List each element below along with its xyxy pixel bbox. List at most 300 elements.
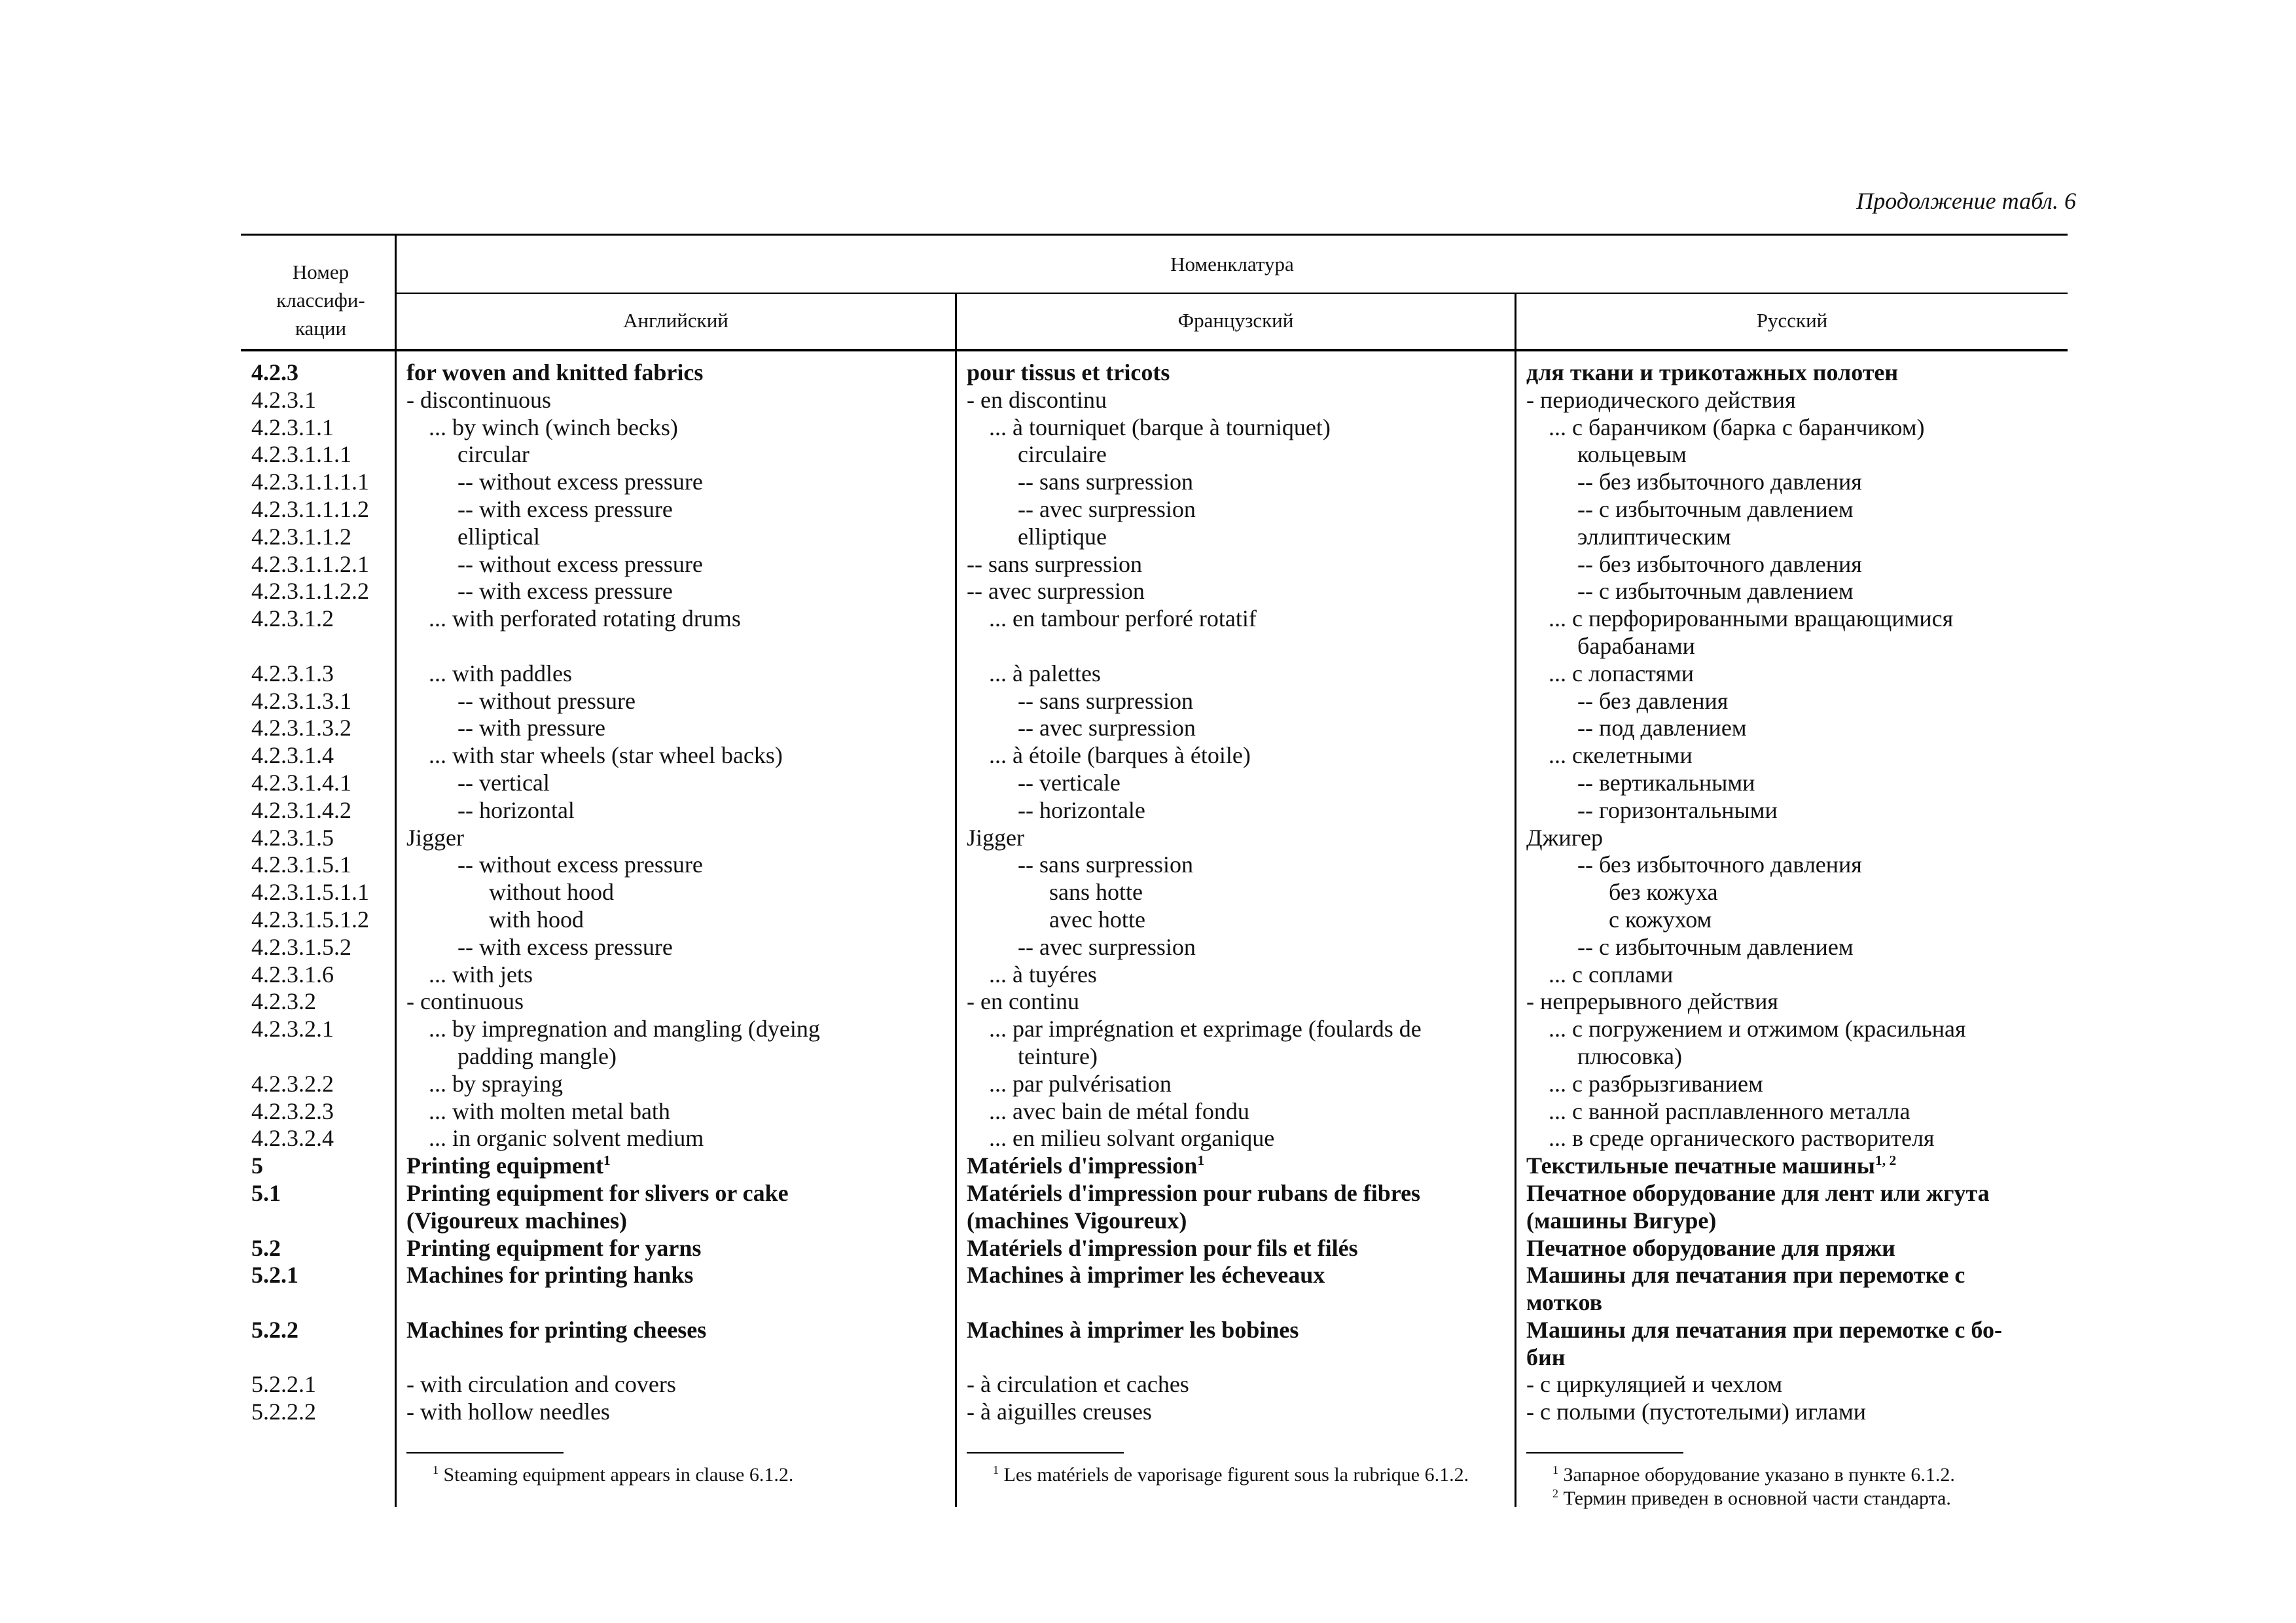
- cell-text: -- without excess pressure: [457, 851, 703, 878]
- cell-text: ... à palettes: [989, 660, 1101, 687]
- classification-number: [251, 414, 392, 442]
- term-fr: [967, 414, 1510, 442]
- cell-text: ... с соплами: [1549, 961, 1674, 988]
- term-en: [406, 1207, 950, 1235]
- cell-text: -- с избыточным давлением: [1577, 933, 1854, 960]
- term-fr: [967, 906, 1510, 934]
- cell-text: Matériels d'impression: [967, 1152, 1198, 1179]
- classification-number: [251, 1399, 392, 1426]
- footnote-mark: 1: [993, 1463, 999, 1476]
- header-english: Английский: [623, 309, 728, 332]
- cell-text: Машины для печатания при перемотке с: [1526, 1262, 1965, 1289]
- term-fr: [967, 387, 1510, 414]
- cell-text: -- horizontale: [1018, 796, 1145, 823]
- classification-number: [251, 1152, 392, 1180]
- footnote-text: Les matériels de vaporisage figurent sous la rubrique 6.1.2.: [1003, 1464, 1469, 1486]
- term-fr: [967, 469, 1510, 496]
- term-ru: [1526, 414, 2063, 442]
- cell-text: ... by spraying: [429, 1070, 563, 1097]
- term-fr: [967, 359, 1510, 387]
- term-fr: [967, 578, 1510, 605]
- cell-text: ... by impregnation and mangling (dyeing: [429, 1016, 820, 1043]
- cell-text: ... by winch (winch becks): [429, 414, 678, 440]
- classification-number: [251, 1289, 392, 1317]
- term-ru: [1526, 1125, 2063, 1152]
- classification-number: [251, 851, 392, 879]
- cell-text: с кожухом: [1609, 906, 1712, 933]
- footnote-mark: 1: [1552, 1463, 1558, 1476]
- cell-text: 4.2.3.1.1.2: [251, 523, 351, 550]
- classification-number: [251, 1098, 392, 1126]
- term-fr: [967, 1317, 1510, 1344]
- cell-text: 4.2.3.1.5.1.2: [251, 906, 369, 933]
- term-ru: [1526, 605, 2063, 633]
- cell-text: - discontinuous: [406, 386, 551, 413]
- term-ru: [1526, 742, 2063, 770]
- term-en: [406, 414, 950, 442]
- cell-text: 4.2.3.1: [251, 386, 316, 413]
- footnote-fr-1: [967, 1463, 1507, 1487]
- term-ru: [1526, 1344, 2063, 1372]
- cell-text: 4.2.3.2.2: [251, 1070, 334, 1097]
- footnote-text: Запарное оборудование указано в пункте 6.1.2.: [1563, 1464, 1955, 1486]
- cell-text: -- avec surpression: [1018, 495, 1196, 522]
- term-fr: [967, 988, 1510, 1016]
- classification-number: [251, 1235, 392, 1262]
- cell-text: - à circulation et caches: [967, 1371, 1189, 1398]
- cell-text: 4.2.3.1.2: [251, 605, 334, 632]
- cell-text: -- with pressure: [457, 715, 605, 741]
- cell-text: 4.2.3.1.1: [251, 414, 334, 440]
- term-fr: [967, 742, 1510, 770]
- term-en: [406, 1344, 950, 1372]
- cell-text: ... с разбрызгиванием: [1549, 1070, 1763, 1097]
- footnote-russian: [1526, 1463, 2066, 1510]
- column-french: [967, 359, 1510, 1426]
- cell-text: 4.2.3.1.1.1.1: [251, 469, 369, 495]
- footnote-ref: 1, 2: [1874, 1152, 1897, 1169]
- cell-text: -- without excess pressure: [457, 469, 703, 495]
- term-en: [406, 1262, 950, 1289]
- cell-text: -- без избыточного давления: [1577, 851, 1862, 878]
- classification-number: [251, 633, 392, 660]
- cell-text: teinture): [1018, 1043, 1098, 1069]
- cell-text: - continuous: [406, 988, 524, 1015]
- classification-number: [251, 387, 392, 414]
- cell-text: 4.2.3.1.3.2: [251, 715, 351, 741]
- term-en: [406, 1317, 950, 1344]
- cell-text: Текстильные печатные машины: [1526, 1152, 1875, 1179]
- term-fr: [967, 688, 1510, 715]
- cell-text: плюсовка): [1577, 1043, 1683, 1069]
- cell-text: - en continu: [967, 988, 1079, 1015]
- term-en: [406, 605, 950, 633]
- cell-text: ... par imprégnation et exprimage (foulards de: [989, 1016, 1422, 1043]
- cell-text: Jigger: [406, 824, 464, 851]
- cell-text: без кожуха: [1609, 879, 1718, 906]
- term-en: [406, 496, 950, 524]
- classification-number: [251, 660, 392, 688]
- classification-number: [251, 879, 392, 906]
- classification-number: [251, 469, 392, 496]
- footnote-text: Steaming equipment appears in clause 6.1.2.: [443, 1464, 794, 1486]
- cell-text: -- avec surpression: [967, 578, 1145, 605]
- cell-text: -- horizontal: [457, 796, 575, 823]
- footnote-rule-fr: [967, 1452, 1124, 1454]
- cell-text: Machines à imprimer les écheveaux: [967, 1262, 1325, 1289]
- term-ru: [1526, 1399, 2063, 1426]
- cell-text: with hood: [489, 906, 584, 933]
- classification-number: [251, 605, 392, 633]
- cell-text: -- verticale: [1018, 769, 1121, 796]
- term-en: [406, 906, 950, 934]
- cell-text: - непрерывного действия: [1526, 988, 1778, 1015]
- term-fr: [967, 934, 1510, 961]
- term-ru: [1526, 1289, 2063, 1317]
- cell-text: 5: [251, 1152, 263, 1179]
- term-fr: [967, 1207, 1510, 1235]
- term-fr: [967, 825, 1510, 852]
- cell-text: ... с лопастями: [1549, 660, 1695, 687]
- header-mid-rule: [396, 293, 2068, 294]
- term-ru: [1526, 359, 2063, 387]
- cell-text: Печатное оборудование для пряжи: [1526, 1234, 1895, 1261]
- term-ru: [1526, 551, 2063, 579]
- term-en: [406, 715, 950, 742]
- cell-text: ... в среде органического растворителя: [1549, 1125, 1935, 1152]
- classification-number: [251, 1344, 392, 1372]
- cell-text: ... с погружением и отжимом (красильная: [1549, 1016, 1966, 1043]
- cell-text: Машины для печатания при перемотке с бо-: [1526, 1316, 2002, 1343]
- term-fr: [967, 879, 1510, 906]
- column-number: [251, 359, 392, 1426]
- footnote-english: [406, 1463, 946, 1487]
- cell-text: 4.2.3.2.4: [251, 1125, 334, 1152]
- term-ru: [1526, 797, 2063, 825]
- term-ru: [1526, 469, 2063, 496]
- term-ru: [1526, 906, 2063, 934]
- classification-number: [251, 1180, 392, 1207]
- term-fr: [967, 1043, 1510, 1071]
- cell-text: Печатное оборудование для лент или жгута: [1526, 1179, 1990, 1206]
- term-ru: [1526, 496, 2063, 524]
- cell-text: ... с ванной расплавленного металла: [1549, 1097, 1910, 1124]
- cell-text: 4.2.3: [251, 359, 298, 385]
- term-fr: [967, 1098, 1510, 1126]
- term-fr: [967, 1344, 1510, 1372]
- cell-text: for woven and knitted fabrics: [406, 359, 704, 385]
- term-fr: [967, 551, 1510, 579]
- classification-number: [251, 441, 392, 469]
- cell-text: Machines for printing cheeses: [406, 1316, 707, 1343]
- term-en: [406, 934, 950, 961]
- cell-text: 4.2.3.1.6: [251, 961, 334, 988]
- term-en: [406, 879, 950, 906]
- term-ru: [1526, 825, 2063, 852]
- cell-text: Matériels d'impression pour fils et filés: [967, 1234, 1358, 1261]
- term-en: [406, 1016, 950, 1043]
- cell-text: Printing equipment: [406, 1152, 604, 1179]
- cell-text: мотков: [1526, 1289, 1603, 1316]
- cell-text: ... скелетными: [1549, 742, 1693, 769]
- cell-text: -- vertical: [457, 769, 550, 796]
- classification-number: [251, 578, 392, 605]
- classification-number: [251, 1207, 392, 1235]
- cell-text: кольцевым: [1577, 441, 1687, 468]
- term-fr: [967, 797, 1510, 825]
- term-ru: [1526, 660, 2063, 688]
- classification-number: [251, 1262, 392, 1289]
- footnote-mark: 1: [433, 1463, 439, 1476]
- term-fr: [967, 1152, 1510, 1180]
- cell-text: Machines à imprimer les bobines: [967, 1316, 1299, 1343]
- classification-number: [251, 961, 392, 989]
- cell-text: 5.1: [251, 1179, 281, 1206]
- cell-text: -- sans surpression: [1018, 687, 1193, 714]
- footnote-ru-2: [1526, 1487, 2066, 1510]
- term-ru: [1526, 851, 2063, 879]
- term-fr: [967, 1016, 1510, 1043]
- cell-text: 4.2.3.1.4.2: [251, 796, 351, 823]
- footnote-ref: 1: [1197, 1152, 1205, 1169]
- continuation-label: Продолжение табл. 6: [1856, 188, 2076, 214]
- footnote-en-1: [406, 1463, 946, 1487]
- term-ru: [1526, 1180, 2063, 1207]
- cell-text: - with circulation and covers: [406, 1371, 676, 1398]
- cell-text: -- вертикальными: [1577, 769, 1755, 796]
- term-en: [406, 770, 950, 797]
- cell-text: -- под давлением: [1577, 715, 1747, 741]
- cell-text: ... with paddles: [429, 660, 572, 687]
- classification-number: [251, 524, 392, 551]
- header-french: Французский: [1177, 309, 1294, 332]
- classification-number: [251, 1371, 392, 1399]
- table-body: [0, 359, 2296, 1446]
- classification-number: [251, 934, 392, 961]
- term-en: [406, 797, 950, 825]
- term-en: [406, 633, 950, 660]
- term-fr: [967, 1235, 1510, 1262]
- cell-text: -- sans surpression: [1018, 851, 1193, 878]
- cell-text: - à aiguilles creuses: [967, 1399, 1152, 1425]
- classification-number: [251, 1317, 392, 1344]
- classification-number: [251, 1016, 392, 1043]
- cell-text: ... à tourniquet (barque à tourniquet): [989, 414, 1331, 440]
- cell-text: padding mangle): [457, 1043, 617, 1069]
- term-fr: [967, 633, 1510, 660]
- term-ru: [1526, 1152, 2063, 1180]
- cell-text: 4.2.3.1.4.1: [251, 769, 351, 796]
- cell-text: ... en milieu solvant organique: [989, 1125, 1275, 1152]
- classification-number: [251, 770, 392, 797]
- term-en: [406, 825, 950, 852]
- classification-number: [251, 496, 392, 524]
- cell-text: -- with excess pressure: [457, 933, 673, 960]
- header-number: Номер классифи- кации: [276, 260, 365, 340]
- term-ru: [1526, 1043, 2063, 1071]
- term-en: [406, 742, 950, 770]
- cell-text: 4.2.3.1.5.1: [251, 851, 351, 878]
- term-ru: [1526, 1317, 2063, 1344]
- cell-text: ... with jets: [429, 961, 533, 988]
- cell-text: circular: [457, 441, 529, 468]
- cell-text: 4.2.3.1.1.2.2: [251, 578, 369, 605]
- header-bottom-rule: [241, 349, 2068, 351]
- term-en: [406, 551, 950, 579]
- term-ru: [1526, 441, 2063, 469]
- term-ru: [1526, 524, 2063, 551]
- term-fr: [967, 496, 1510, 524]
- term-en: [406, 1043, 950, 1071]
- cell-text: ... à étoile (barques à étoile): [989, 742, 1251, 769]
- cell-text: elliptique: [1018, 523, 1107, 550]
- cell-text: Matériels d'impression pour rubans de fibres: [967, 1179, 1421, 1206]
- cell-text: Machines for printing hanks: [406, 1262, 694, 1289]
- term-fr: [967, 441, 1510, 469]
- term-ru: [1526, 1371, 2063, 1399]
- cell-text: 4.2.3.1.1.1: [251, 441, 351, 468]
- term-en: [406, 660, 950, 688]
- cell-text: (Vigoureux machines): [406, 1207, 627, 1234]
- cell-text: avec hotte: [1049, 906, 1145, 933]
- cell-text: -- горизонтальными: [1577, 796, 1778, 823]
- cell-text: ... par pulvérisation: [989, 1070, 1172, 1097]
- header-russian: Русский: [1756, 309, 1828, 332]
- term-ru: [1526, 770, 2063, 797]
- cell-text: Джигер: [1526, 824, 1603, 851]
- term-fr: [967, 1180, 1510, 1207]
- cell-text: -- avec surpression: [1018, 715, 1196, 741]
- cell-text: ... with molten metal bath: [429, 1097, 670, 1124]
- classification-number: [251, 797, 392, 825]
- cell-text: барабанами: [1577, 632, 1695, 659]
- cell-text: - периодического действия: [1526, 386, 1796, 413]
- term-fr: [967, 524, 1510, 551]
- cell-text: -- with excess pressure: [457, 578, 673, 605]
- cell-text: -- sans surpression: [1018, 469, 1193, 495]
- term-en: [406, 1071, 950, 1098]
- term-fr: [967, 660, 1510, 688]
- cell-text: ... с баранчиком (барка с баранчиком): [1549, 414, 1925, 440]
- classification-number: [251, 688, 392, 715]
- cell-text: ... with perforated rotating drums: [429, 605, 741, 632]
- term-en: [406, 524, 950, 551]
- classification-number: [251, 359, 392, 387]
- table-top-rule: [241, 234, 2068, 236]
- cell-text: 4.2.3.1.5.2: [251, 933, 351, 960]
- term-ru: [1526, 1016, 2063, 1043]
- term-en: [406, 578, 950, 605]
- cell-text: 4.2.3.2: [251, 988, 316, 1015]
- cell-text: 5.2.2: [251, 1316, 298, 1343]
- term-fr: [967, 1289, 1510, 1317]
- classification-number: [251, 715, 392, 742]
- cell-text: ... à tuyéres: [989, 961, 1097, 988]
- footnote-french: [967, 1463, 1507, 1487]
- cell-text: pour tissus et tricots: [967, 359, 1170, 385]
- cell-text: Printing equipment for slivers or cake: [406, 1179, 789, 1206]
- term-ru: [1526, 1071, 2063, 1098]
- term-en: [406, 441, 950, 469]
- term-en: [406, 1289, 950, 1317]
- cell-text: 5.2: [251, 1234, 281, 1261]
- cell-text: - с циркуляцией и чехлом: [1526, 1371, 1783, 1398]
- cell-text: ... с перфорированными вращающимися: [1549, 605, 1954, 632]
- cell-text: -- с избыточным давлением: [1577, 495, 1854, 522]
- term-en: [406, 387, 950, 414]
- term-fr: [967, 605, 1510, 633]
- term-ru: [1526, 1207, 2063, 1235]
- term-en: [406, 469, 950, 496]
- cell-text: 4.2.3.2.1: [251, 1016, 334, 1043]
- classification-number: [251, 988, 392, 1016]
- classification-number: [251, 1125, 392, 1152]
- term-fr: [967, 961, 1510, 989]
- cell-text: - en discontinu: [967, 386, 1107, 413]
- cell-text: (машины Вигуре): [1526, 1207, 1717, 1234]
- cell-text: для ткани и трикотажных полотен: [1526, 359, 1899, 385]
- cell-text: elliptical: [457, 523, 540, 550]
- classification-number: [251, 906, 392, 934]
- cell-text: 5.2.2.1: [251, 1371, 316, 1398]
- cell-text: -- без давления: [1577, 687, 1729, 714]
- term-en: [406, 1125, 950, 1152]
- term-fr: [967, 1071, 1510, 1098]
- cell-text: - с полыми (пустотелыми) иглами: [1526, 1399, 1867, 1425]
- term-fr: [967, 1399, 1510, 1426]
- cell-text: Printing equipment for yarns: [406, 1234, 702, 1261]
- cell-text: -- avec surpression: [1018, 933, 1196, 960]
- cell-text: 4.2.3.1.4: [251, 742, 334, 769]
- classification-number: [251, 742, 392, 770]
- term-ru: [1526, 1235, 2063, 1262]
- term-ru: [1526, 387, 2063, 414]
- column-russian: [1526, 359, 2063, 1426]
- term-en: [406, 1399, 950, 1426]
- cell-text: -- without excess pressure: [457, 550, 703, 577]
- classification-number: [251, 1043, 392, 1071]
- term-ru: [1526, 715, 2063, 742]
- term-en: [406, 688, 950, 715]
- cell-text: -- без избыточного давления: [1577, 550, 1862, 577]
- footnote-text: Термин приведен в основной части стандарта.: [1563, 1488, 1951, 1509]
- term-fr: [967, 715, 1510, 742]
- classification-number: [251, 825, 392, 852]
- term-en: [406, 851, 950, 879]
- cell-text: 4.2.3.1.5.1.1: [251, 879, 369, 906]
- term-fr: [967, 1371, 1510, 1399]
- cell-text: -- sans surpression: [967, 550, 1142, 577]
- cell-text: circulaire: [1018, 441, 1107, 468]
- term-ru: [1526, 934, 2063, 961]
- term-fr: [967, 851, 1510, 879]
- footnote-ref: 1: [603, 1152, 611, 1169]
- cell-text: 4.2.3.1.1.2.1: [251, 550, 369, 577]
- term-en: [406, 1371, 950, 1399]
- term-fr: [967, 770, 1510, 797]
- term-en: [406, 1152, 950, 1180]
- cell-text: ... with star wheels (star wheel backs): [429, 742, 783, 769]
- cell-text: 4.2.3.1.3: [251, 660, 334, 687]
- cell-text: - with hollow needles: [406, 1399, 610, 1425]
- cell-text: бин: [1526, 1344, 1566, 1370]
- term-ru: [1526, 633, 2063, 660]
- cell-text: sans hotte: [1049, 879, 1143, 906]
- term-en: [406, 1180, 950, 1207]
- term-ru: [1526, 1098, 2063, 1126]
- term-ru: [1526, 578, 2063, 605]
- term-en: [406, 359, 950, 387]
